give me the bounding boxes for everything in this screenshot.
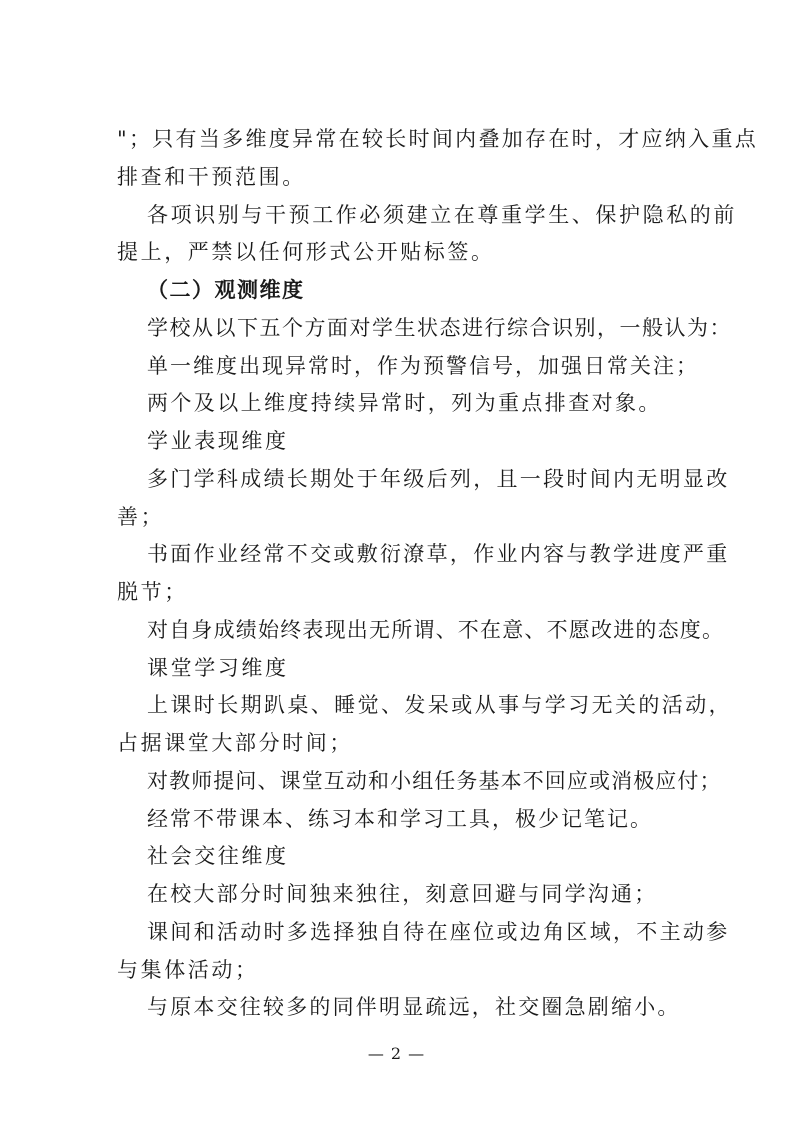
text-line: 与原本交往较多的同伴明显疏远，社交圈急剧缩小。	[147, 995, 681, 1019]
text-line: 在校大部分时间独来独往，刻意回避与同学沟通；	[147, 882, 658, 906]
text-line: 占据课堂大部分时间；	[117, 731, 353, 755]
text-line: 对教师提问、课堂互动和小组任务基本不回应或消极应付；	[147, 769, 722, 793]
text-line: 排查和干预范围。	[117, 165, 306, 189]
text-line: 上课时长期趴桌、睡觉、发呆或从事与学习无关的活动，	[147, 693, 732, 717]
text-line: 经常不带课本、练习本和学习工具，极少记笔记。	[147, 807, 653, 831]
text-line: 课间和活动时多选择独自待在座位或边角区域，不主动参	[147, 920, 730, 944]
text-line: 单一维度出现异常时，作为预警信号，加强日常关注；	[147, 354, 699, 378]
text-line: 书面作业经常不交或敷衍潦草，作业内容与教学进度严重	[147, 542, 730, 566]
text-line: 善；	[117, 505, 165, 529]
subsection-heading: 社会交往维度	[147, 844, 289, 868]
subsection-heading: 学业表现维度	[147, 429, 289, 453]
text-line: 两个及以上维度持续异常时，列为重点排查对象。	[147, 391, 662, 415]
text-line: 对自身成绩始终表现出无所谓、不在意、不愿改进的态度。	[147, 618, 725, 642]
page-number: — 2 —	[367, 1044, 426, 1063]
text-line: 学校从以下五个方面对学生状态进行综合识别，一般认为：	[147, 316, 732, 340]
text-line: 各项识别与干预工作必须建立在尊重学生、保护隐私的前	[147, 203, 737, 227]
text-line: 与集体活动；	[117, 958, 259, 982]
section-heading: （二）观测维度	[147, 278, 305, 302]
subsection-heading: 课堂学习维度	[147, 656, 289, 680]
text-line: 脱节；	[117, 580, 188, 604]
text-line: 多门学科成绩长期处于年级后列，且一段时间内无明显改	[147, 467, 730, 491]
text-line: 提上，严禁以任何形式公开贴标签。	[117, 240, 495, 264]
text-line: "；只有当多维度异常在较长时间内叠加存在时，才应纳入重点	[117, 127, 759, 151]
